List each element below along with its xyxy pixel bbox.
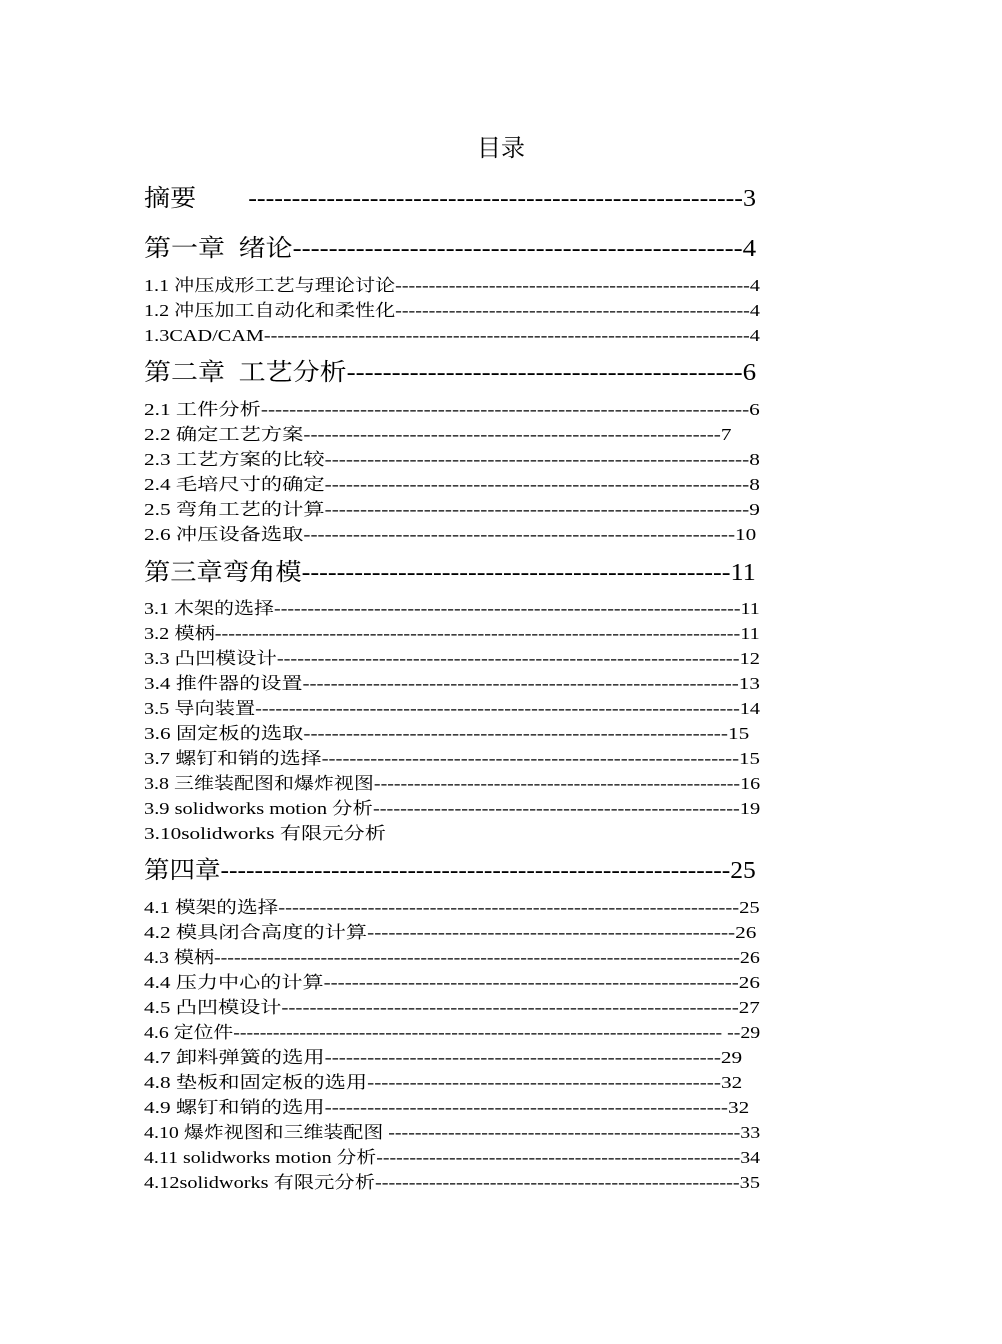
toc-entry-text: 3.3 凸凹模设计--------------------------------------------------------------------12	[144, 649, 760, 668]
toc-section-entry	[144, 324, 760, 348]
toc-entry-text: 4.11 solidworks motion 分析-------------------------------------------------------34	[144, 1148, 761, 1167]
toc-entry-text: 2.6 冲压设备选取-------------------------------------------------------------10	[144, 525, 757, 544]
toc-entry-text: 3.10solidworks 有限元分析	[144, 824, 387, 843]
toc-section-entry	[144, 1021, 761, 1045]
toc-section-entry	[144, 896, 760, 920]
toc-entry-text: 3.4 推件器的设置--------------------------------------------------------------13	[144, 674, 760, 693]
toc-entry-text: 4.1 模架的选择-------------------------------------------------------------------25	[144, 898, 760, 917]
toc-entry-text: 3.9 solidworks motion 分析------------------------------------------------------19	[144, 799, 761, 818]
toc-entry-text: 4.8 垫板和固定板的选用--------------------------------------------------32	[144, 1073, 743, 1092]
toc-entry-text: 3.2 模柄------------------------------------------------------------------------------11	[144, 624, 760, 643]
toc-section-entry	[144, 672, 760, 696]
toc-section-entry	[144, 398, 760, 422]
toc-section-entry	[144, 772, 761, 796]
toc-section-entry	[144, 498, 760, 522]
toc-section-entry	[144, 971, 760, 995]
toc-section-entry	[144, 274, 760, 298]
toc-entry-text: 2.5 弯角工艺的计算------------------------------------------------------------9	[144, 500, 760, 519]
toc-section-entry	[144, 597, 760, 621]
toc-section-entry	[144, 647, 760, 671]
toc-entry-text: 4.4 压力中心的计算-----------------------------------------------------------26	[144, 973, 760, 992]
toc-entry-text: 第二章 工艺分析--------------------------------------------6	[144, 360, 757, 386]
toc-section-entry	[144, 946, 760, 970]
toc-section-entry	[144, 822, 387, 846]
toc-section-entry	[144, 1121, 761, 1145]
toc-entry-text: 4.6 定位件-------------------------------------------------------------------------- --29	[144, 1023, 761, 1042]
toc-entry-text: 第四章------------------------------------------------------------25	[144, 858, 756, 884]
toc-section-entry	[144, 996, 760, 1020]
toc-entry-text: 3.5 导向装置------------------------------------------------------------------------14	[144, 699, 761, 718]
toc-section-entry	[144, 722, 750, 746]
toc-section-entry	[144, 1146, 761, 1170]
toc-entry-text: 3.7 螺钉和销的选择------------------------------------------------------------15	[144, 749, 760, 768]
toc-entry-text: 4.12solidworks 有限元分析------------------------------------------------------35	[144, 1173, 760, 1192]
toc-chapter-entry	[144, 182, 757, 216]
toc-section-entry	[144, 299, 760, 323]
toc-entry-text: 4.2 模具闭合高度的计算----------------------------------------------------26	[144, 923, 757, 942]
toc-entry-text: 2.4 毛培尺寸的确定------------------------------------------------------------8	[144, 475, 760, 494]
toc-section-entry	[144, 697, 761, 721]
toc-entry-text: 3.6 固定板的选取------------------------------------------------------------15	[144, 724, 750, 743]
toc-chapter-entry	[144, 854, 756, 888]
toc-entry-text: 1.1 冲压成形工艺与理论讨论-----------------------------------------------------4	[144, 276, 760, 295]
toc-section-entry	[144, 1046, 743, 1070]
toc-entry-text: 1.2 冲压加工自动化和柔性化-----------------------------------------------------4	[144, 301, 760, 320]
toc-section-entry	[144, 1071, 743, 1095]
toc-entry-text: 3.1 木架的选择----------------------------------------------------------------------11	[144, 599, 760, 618]
toc-entry-text: 4.9 螺钉和销的选用---------------------------------------------------------32	[144, 1098, 750, 1117]
toc-entry-text: 第一章 绪论--------------------------------------------------4	[144, 236, 757, 262]
toc-entry-text: 4.10 爆炸视图和三维装配图 -----------------------------------------------------33	[144, 1123, 761, 1142]
toc-section-entry	[144, 921, 757, 945]
toc-entry-text: 4.3 模柄-------------------------------------------------------------------------------26	[144, 948, 760, 967]
toc-section-entry	[144, 1171, 760, 1195]
toc-entry-text: 2.1 工件分析---------------------------------------------------------------------6	[144, 400, 760, 419]
toc-entry-text: 3.8 三维装配图和爆炸视图-------------------------------------------------------16	[144, 774, 761, 793]
toc-chapter-entry	[144, 232, 757, 266]
toc-entry-text: 1.3CAD/CAM------------------------------------------------------------------------4	[144, 326, 760, 345]
toc-entry-text: 2.3 工艺方案的比较------------------------------------------------------------8	[144, 450, 760, 469]
toc-chapter-entry	[144, 356, 757, 390]
toc-entry-text: 4.7 卸料弹簧的选用--------------------------------------------------------29	[144, 1048, 743, 1067]
toc-section-entry	[144, 423, 732, 447]
toc-section-entry	[144, 448, 760, 472]
toc-section-entry	[144, 622, 760, 646]
toc-chapter-entry	[144, 556, 756, 590]
toc-entry-text: 第三章弯角模-------------------------------------------------11	[144, 560, 756, 586]
toc-section-entry	[144, 797, 761, 821]
toc-section-entry	[144, 523, 757, 547]
toc-entry-text: 摘要 ---------------------------------------------------------3	[144, 186, 757, 212]
toc-entry-text: 4.5 凸凹模设计-----------------------------------------------------------------27	[144, 998, 760, 1017]
toc-entry-text: 2.2 确定工艺方案-----------------------------------------------------------7	[144, 425, 732, 444]
page-title: 目录	[477, 136, 525, 162]
toc-section-entry	[144, 747, 760, 771]
toc-section-entry	[144, 1096, 750, 1120]
toc-section-entry	[144, 473, 760, 497]
